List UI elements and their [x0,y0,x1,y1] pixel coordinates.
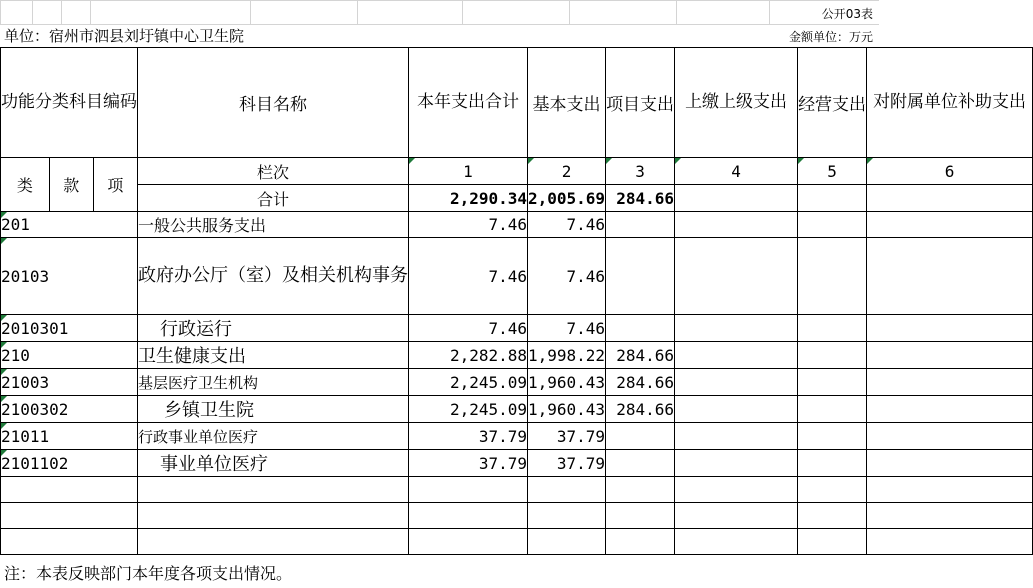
table-row [1,423,1033,450]
row-c3 [606,212,675,238]
row-code: 201 [1,212,138,238]
header-basic-expenditure: 基本支出 [528,48,606,158]
row-code: 20103 [1,238,138,315]
grid-line [32,0,33,24]
row-code: 21011 [1,423,138,450]
row-c3 [606,450,675,477]
row-code: 2100302 [1,396,138,423]
col-number-6: 6 [867,158,1033,185]
row-c3 [606,315,675,342]
row-c1: 37.79 [409,450,528,477]
row-c1: 2,282.88 [409,342,528,369]
expenditure-table [0,47,1033,555]
row-name: 事业单位医疗 [138,450,409,477]
header-subject-name: 科目名称 [138,48,409,158]
col-number-1: 1 [409,158,528,185]
row-code: 21003 [1,369,138,396]
row-code: 2010301 [1,315,138,342]
grid-line [90,0,91,24]
row-c1: 2,245.09 [409,369,528,396]
row-c1: 7.46 [409,315,528,342]
row-name: 一般公共服务支出 [138,212,409,238]
header-total-expenditure: 本年支出合计 [409,48,528,158]
header-remit-superior: 上缴上级支出 [675,48,798,158]
row-c2: 1,960.43 [528,369,606,396]
form-code: 公开03表 [821,7,873,21]
col-number-3: 3 [606,158,675,185]
col-number-2: 2 [528,158,606,185]
row-c2: 1,998.22 [528,342,606,369]
grid-line [676,0,677,24]
grid-line [769,0,770,24]
row-name: 乡镇卫生院 [138,396,409,423]
col-number-4: 4 [675,158,798,185]
grid-line [0,0,1,24]
header-subsidy-affiliates: 对附属单位补助支出 [867,48,1033,158]
total-c1: 2,290.34 [409,185,528,212]
empty-row [1,477,1033,503]
row-c2: 7.46 [528,315,606,342]
total-c6 [867,185,1033,212]
total-c4 [675,185,798,212]
row-name: 行政事业单位医疗 [138,423,409,450]
header-xiang: 项 [93,158,137,212]
empty-row [1,529,1033,555]
row-code: 2101102 [1,450,138,477]
header-lei: 类 [1,158,50,212]
header-func-code: 功能分类科目编码 [1,48,138,158]
row-c1: 7.46 [409,238,528,315]
row-code: 210 [1,342,138,369]
footnote: 注：本表反映部门本年度各项支出情况。 [4,564,293,583]
row-c2: 37.79 [528,450,606,477]
table-row [1,396,1033,423]
row-c2: 37.79 [528,423,606,450]
row-name: 卫生健康支出 [138,342,409,369]
row-c3 [606,238,675,315]
row-c3: 284.66 [606,369,675,396]
table-row [1,238,1033,315]
table-row [1,212,1033,238]
table-row [1,369,1033,396]
grid-line [462,0,463,24]
row-c2: 7.46 [528,212,606,238]
table-row [1,342,1033,369]
row-name: 基层医疗卫生机构 [138,369,409,396]
table-row [1,315,1033,342]
row-c2: 1,960.43 [528,396,606,423]
header-project-expenditure: 项目支出 [606,48,675,158]
row-c3 [606,423,675,450]
grid-line [357,0,358,24]
row-c1: 7.46 [409,212,528,238]
grid-line [250,0,251,24]
amount-unit: 金额单位：万元 [788,30,873,44]
row-c1: 37.79 [409,423,528,450]
col-number-5: 5 [798,158,867,185]
row-c1: 2,245.09 [409,396,528,423]
grid-line [0,24,879,25]
row-c3: 284.66 [606,342,675,369]
header-lanci: 栏次 [138,158,409,185]
grid-line [61,0,62,24]
total-label: 合计 [138,185,409,212]
row-name: 政府办公厅（室）及相关机构事务 [138,238,409,315]
row-c3: 284.66 [606,396,675,423]
unit-label: 单位：宿州市泗县刘圩镇中心卫生院 [4,27,245,45]
total-c2: 2,005.69 [528,185,606,212]
grid-line [569,0,570,24]
total-c5 [798,185,867,212]
header-operating-expenditure: 经营支出 [798,48,867,158]
table-row [1,450,1033,477]
empty-row [1,503,1033,529]
grid-line [0,0,879,1]
row-name: 行政运行 [138,315,409,342]
header-kuan: 款 [49,158,93,212]
total-c3: 284.66 [606,185,675,212]
row-c2: 7.46 [528,238,606,315]
